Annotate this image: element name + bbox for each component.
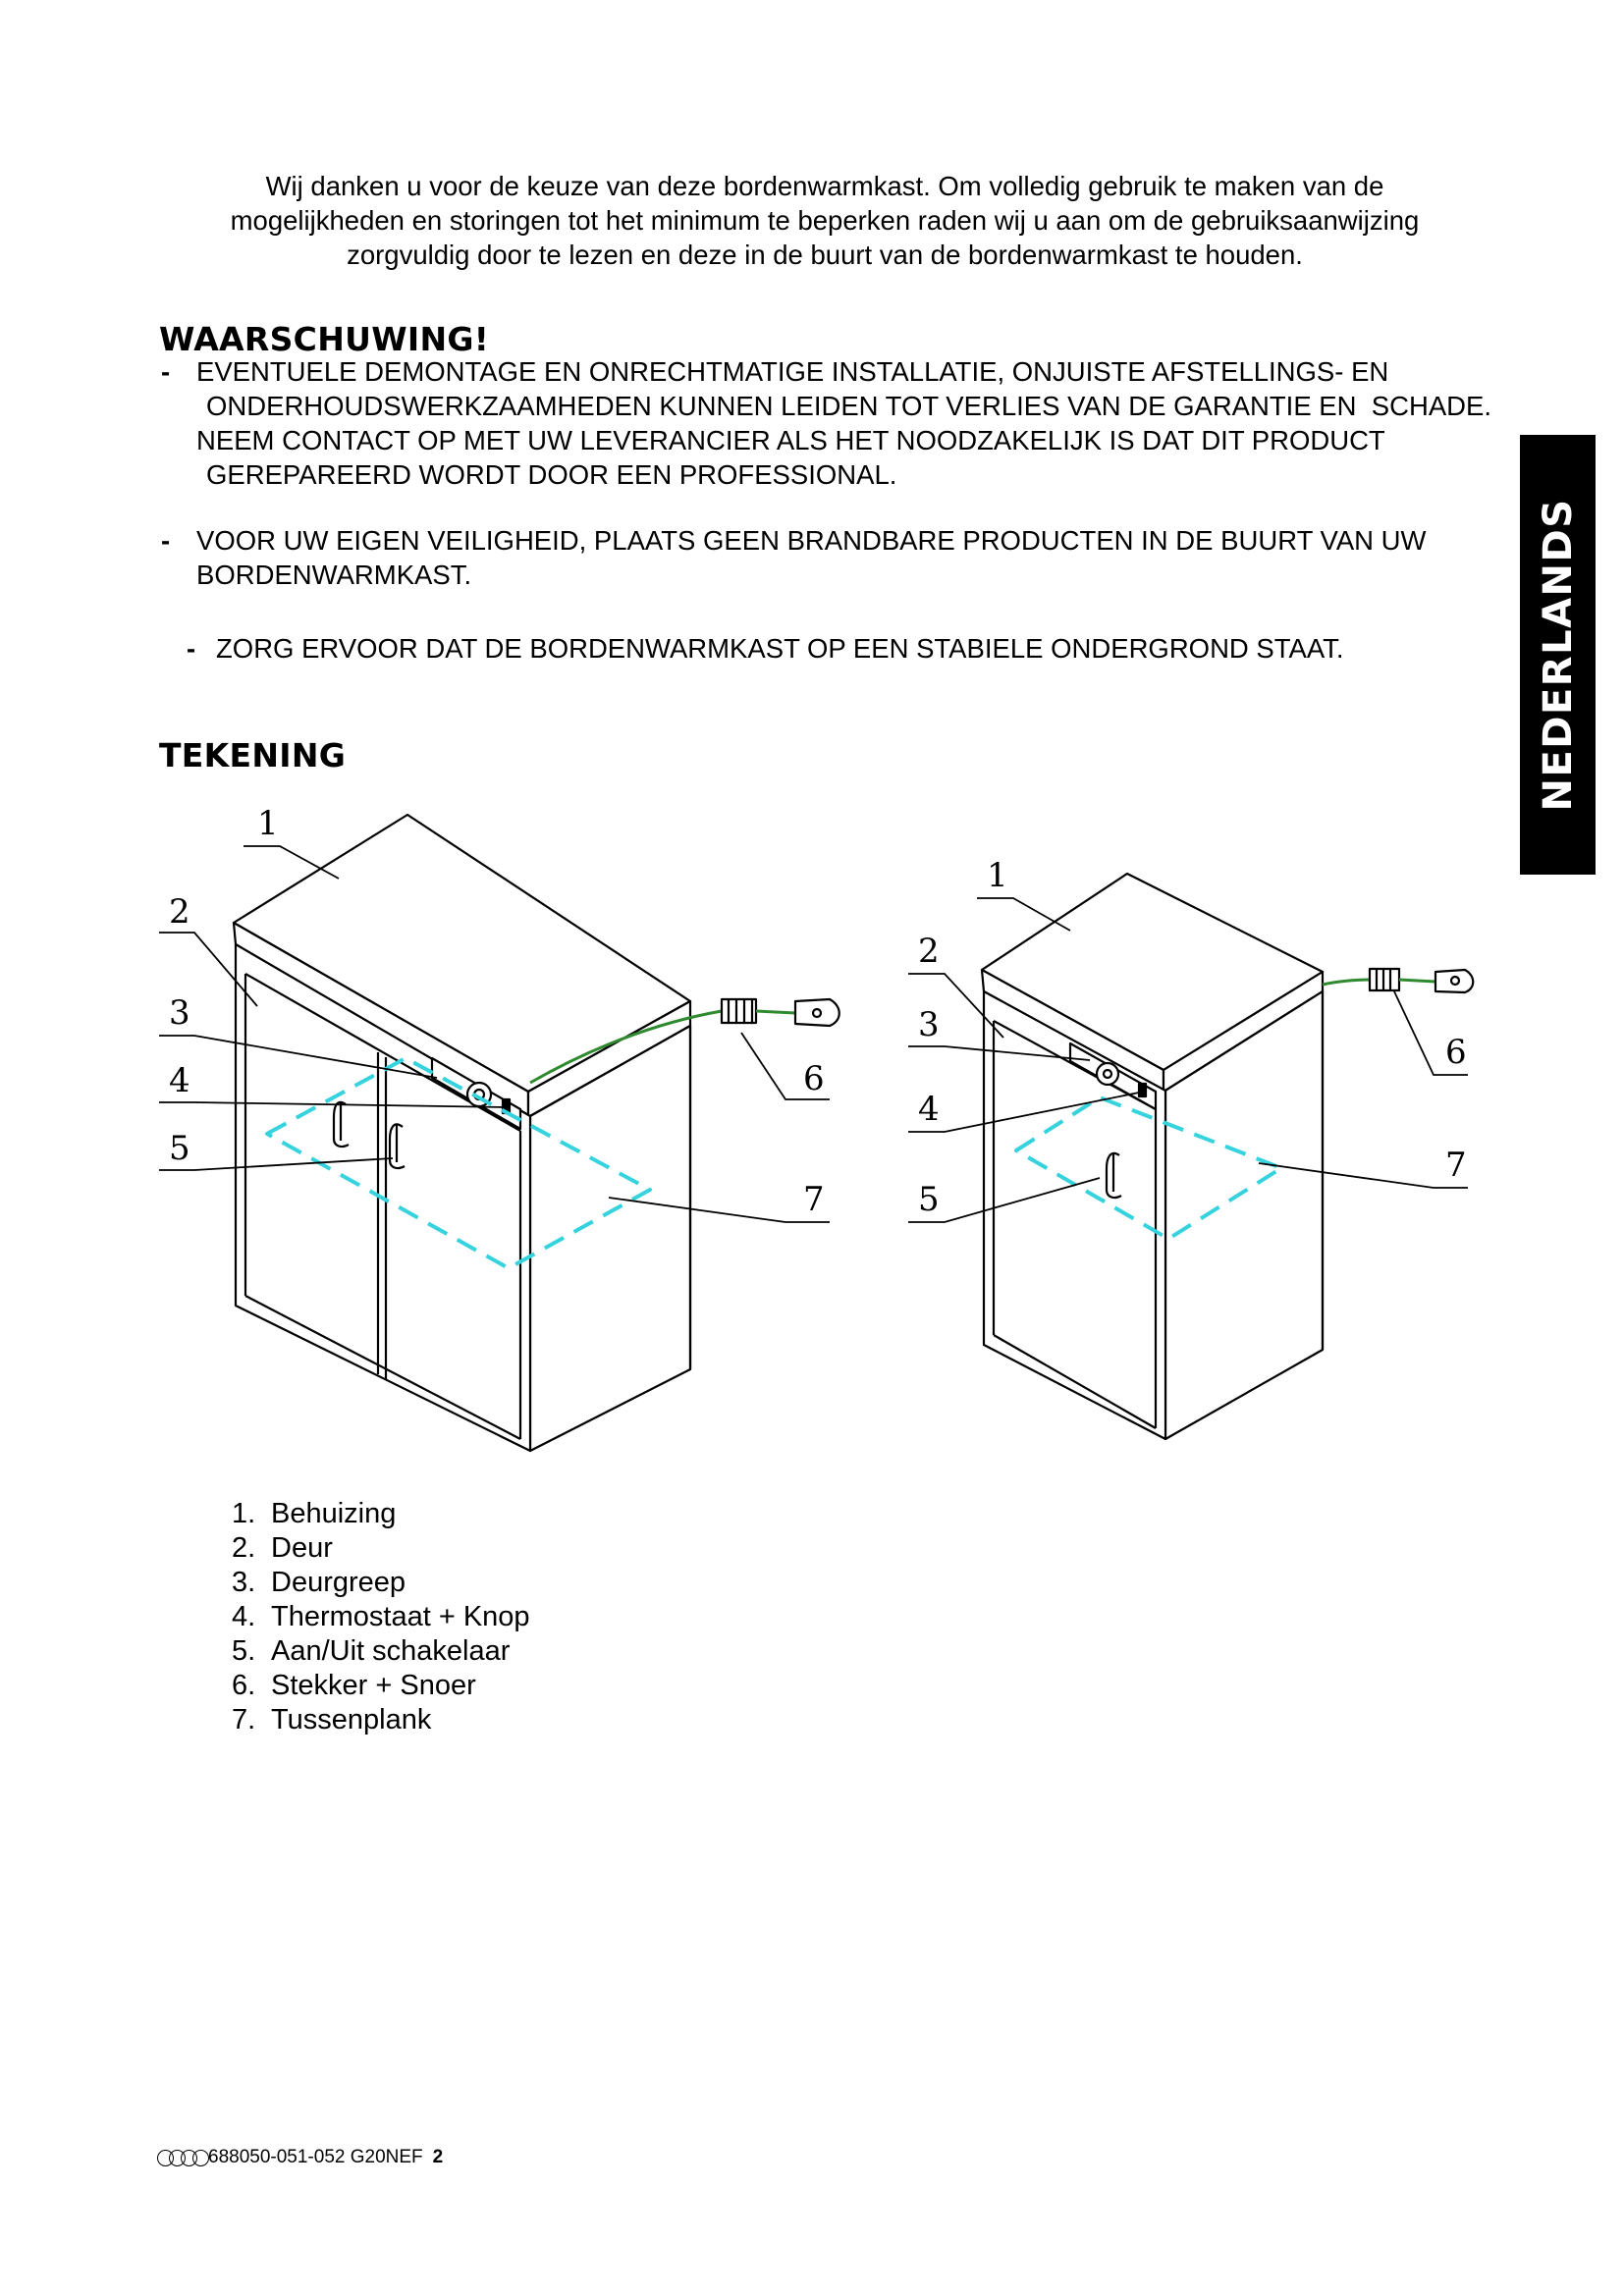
bullet-dash: - [161,356,171,387]
page-number: 2 [432,2147,444,2167]
bullet-dash: - [161,525,171,556]
intro-line: Wij danken u voor de keuze van deze bordenwarmkast. Om volledig gebruik te maken van de [265,171,1384,201]
double-door-cabinet [234,815,690,1451]
warning-line: GEREPAREERD WORDT DOOR EEN PROFESSIONAL. [206,459,897,490]
callout-number: 4 [169,1061,190,1100]
callout-number: 7 [803,1180,825,1219]
callout-number: 5 [169,1129,190,1168]
language-tab-label: NEDERLANDS [1535,498,1581,812]
warning-line: BORDENWARMKAST. [196,560,472,590]
callout-number: 1 [987,856,1008,895]
warning-title: WAARSCHUWING! [159,320,490,358]
callout-number: 6 [803,1059,825,1098]
callout-number: 2 [169,892,190,932]
callout-number: 3 [918,1005,940,1044]
legend-item: 1. Behuizing [232,1498,397,1529]
callout-number: 4 [918,1090,940,1129]
callout-number: 2 [918,932,940,971]
callout-number: 3 [169,993,190,1033]
warning-line: ZORG ERVOOR DAT DE BORDENWARMKAST OP EEN STABIELE ONDERGROND STAAT. [216,633,1344,664]
footer [157,2147,443,2168]
document-code: 688050-051-052 G20NEF [208,2147,423,2167]
intro-line: mogelijkheden en storingen tot het minimum te beperken raden wij u aan om de gebruiksaanwijzing [230,205,1420,236]
bullet-dash: - [187,633,196,664]
warning-line: NEEM CONTACT OP MET UW LEVERANCIER ALS HET NOODZAKELIJK IS DAT DIT PRODUCT [196,425,1385,455]
callout-number: 6 [1445,1033,1467,1072]
drawing-title: TEKENING [159,736,347,774]
legend-item: 3. Deurgreep [232,1567,406,1598]
single-door-cabinet [982,874,1323,1439]
plug-cord [1323,969,1473,992]
legend-item: 5. Aan/Uit schakelaar [232,1635,511,1667]
callout-number: 1 [257,804,279,843]
callout-number: 5 [918,1180,940,1219]
parts-legend [232,1497,530,1737]
legend-item: 2. Deur [232,1532,333,1564]
legend-item: 7. Tussenplank [232,1704,432,1735]
callout-number: 7 [1445,1146,1467,1185]
warning-line: ONDERHOUDSWERKZAAMHEDEN KUNNEN LEIDEN TOT VERLIES VAN DE GARANTIE EN SCHADE. [206,391,1492,421]
rings-logo-icon [157,2150,204,2166]
intro-line: zorgvuldig door te lezen en deze in de buurt van de bordenwarmkast te houden. [347,240,1303,270]
legend-item: 4. Thermostaat + Knop [232,1601,530,1632]
legend-item: 6. Stekker + Snoer [232,1670,476,1701]
warning-line: EVENTUELE DEMONTAGE EN ONRECHTMATIGE INSTALLATIE, ONJUISTE AFSTELLINGS- EN [196,356,1389,387]
warning-line: VOOR UW EIGEN VEILIGHEID, PLAATS GEEN BRANDBARE PRODUCTEN IN DE BUURT VAN UW [196,525,1427,556]
